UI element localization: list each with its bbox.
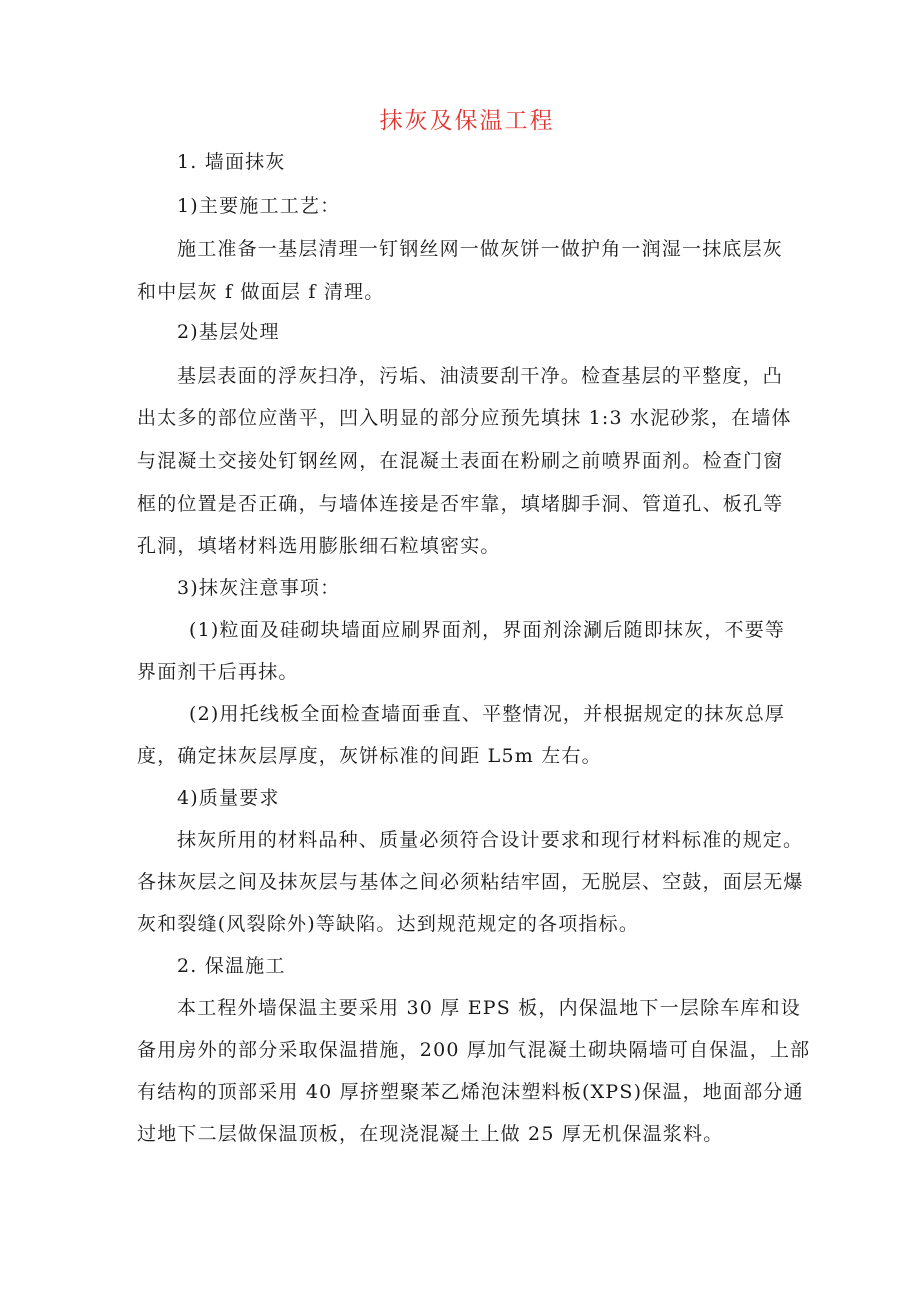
subheading-notes: 3)抹灰注意事项： [177, 577, 341, 599]
paragraph-line: 有结构的顶部采用 40 厚挤塑聚苯乙烯泡沫塑料板(XPS)保温，地面部分通 [137, 1081, 804, 1103]
paragraph-line: 孔洞，填堵材料选用膨胀细石粒填密实。 [137, 535, 501, 557]
paragraph-line: 和中层灰 f 做面层 f 清理。 [137, 281, 385, 303]
subheading-quality: 4)质量要求 [177, 787, 280, 809]
paragraph-line: 框的位置是否正确，与墙体连接是否牢靠，填堵脚手洞、管道孔、板孔等 [137, 493, 784, 515]
paragraph-line: 备用房外的部分采取保温措施，200 厚加气混凝土砌块隔墙可自保温，上部 [137, 1039, 811, 1061]
paragraph-line: 灰和裂缝(风裂除外)等缺陷。达到规范规定的各项指标。 [137, 913, 640, 935]
subheading-base-treatment: 2)基层处理 [177, 321, 280, 343]
paragraph-line: 抹灰所用的材料品种、质量必须符合设计要求和现行材料标准的规定。 [177, 829, 804, 851]
paragraph-line: 基层表面的浮灰扫净，污垢、油渍要刮干净。检查基层的平整度，凸 [177, 365, 784, 387]
paragraph-line: 本工程外墙保温主要采用 30 厚 EPS 板，内保温地下一层除车库和设 [177, 997, 802, 1019]
paragraph-line: 与混凝土交接处钉钢丝网，在混凝土表面在粉刷之前喷界面剂。检查门窗 [137, 450, 784, 472]
paragraph-line: 界面剂干后再抹。 [137, 661, 299, 683]
paragraph-line: (1)粒面及硅砌块墙面应刷界面剂，界面剂涂涮后随即抹灰，不要等 [189, 619, 786, 641]
paragraph-line: 施工准备一基层清理一钉钢丝网一做灰饼一做护角一润湿一抹底层灰 [177, 238, 784, 260]
paragraph-line: 过地下二层做保温顶板，在现浇混凝土上做 25 厚无机保温浆料。 [137, 1123, 724, 1145]
section-heading-insulation: 2. 保温施工 [177, 955, 286, 977]
subheading-process: 1)主要施工工艺： [177, 195, 341, 217]
paragraph-line: 度，确定抹灰层厚度，灰饼标准的间距 L5m 左右。 [137, 745, 602, 767]
paragraph-line: 出太多的部位应凿平，凹入明显的部分应预先填抹 1:3 水泥砂浆，在墙体 [137, 407, 792, 429]
paragraph-line: 各抹灰层之间及抹灰层与基体之间必须粘结牢固，无脱层、空鼓，面层无爆 [137, 871, 804, 893]
section-heading-wall-plaster: 1. 墙面抹灰 [177, 151, 286, 173]
document-title: 抹灰及保温工程 [379, 108, 555, 134]
paragraph-line: (2)用托线板全面检查墙面垂直、平整情况，并根据规定的抹灰总厚 [189, 703, 786, 725]
